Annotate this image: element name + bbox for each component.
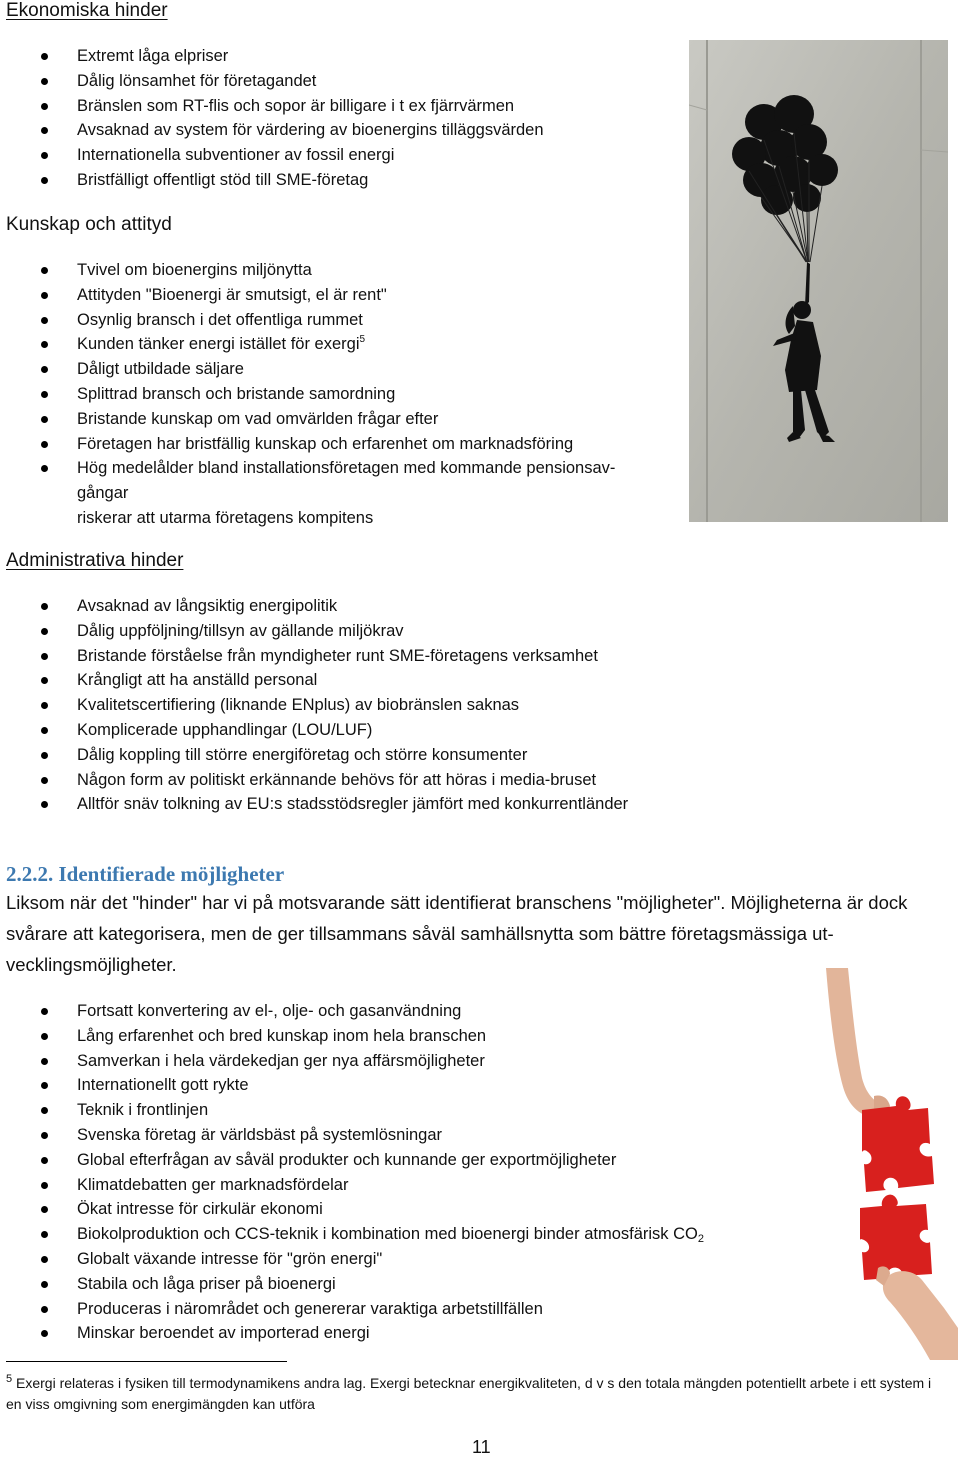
list-item: Ökat intresse för cirkulär ekonomi <box>0 1197 704 1222</box>
list-item: Bristfälligt offentligt stöd till SME-företag <box>0 168 544 193</box>
puzzle-hands-image <box>818 968 958 1360</box>
footnote-separator <box>6 1361 287 1362</box>
list-item: Komplicerade upphandlingar (LOU/LUF) <box>0 718 628 743</box>
list-item: Avsaknad av långsiktig energipolitik <box>0 594 628 619</box>
list-item: Dåligt utbildade säljare <box>0 357 615 382</box>
list-item <box>0 332 615 357</box>
admin-barriers-list <box>0 594 628 817</box>
list-item: Dålig lönsamhet för företagandet <box>0 69 544 94</box>
knowledge-barriers-list <box>0 258 615 531</box>
footnote-number: 5 <box>6 1373 13 1385</box>
section-heading-opportunities <box>6 862 284 887</box>
list-item-text: Kunden tänker energi istället för exergi <box>77 335 360 354</box>
list-item: Dålig uppföljning/tillsyn av gällande miljökrav <box>0 619 628 644</box>
list-item: Hög medelålder bland installationsföretagen med kommande pensionsav- <box>0 456 615 481</box>
list-item: Någon form av politiskt erkännande behövs för att höras i media-bruset <box>0 768 628 793</box>
list-item: Minskar beroendet av importerad energi <box>0 1321 704 1346</box>
list-item: Samverkan i hela värdekedjan ger nya affärsmöjligheter <box>0 1049 704 1074</box>
list-item: Avsaknad av system för värdering av bioenergins tilläggsvärden <box>0 118 544 143</box>
heading-administrativa-hinder: Administrativa hinder <box>6 550 184 571</box>
list-item: Splittrad bransch och bristande samordning <box>0 382 615 407</box>
list-item-continuation: riskerar att utarma företagens kompitens <box>77 508 374 527</box>
list-item: Kvalitetscertifiering (liknande ENplus) av biobränslen saknas <box>0 693 628 718</box>
list-item: Internationellt gott rykte <box>0 1073 704 1098</box>
list-item: Klimatdebatten ger marknadsfördelar <box>0 1173 704 1198</box>
list-item: Bristande kunskap om vad omvärlden frågar efter <box>0 407 615 432</box>
section-number: 2.2.2. <box>6 862 54 886</box>
heading-ekonomiska-hinder: Ekonomiska hinder <box>6 0 168 21</box>
list-item: Alltför snäv tolkning av EU:s stadsstödsregler jämfört med konkurrentländer <box>0 792 628 817</box>
intro-paragraph: Liksom när det "hinder" har vi på motsvarande sätt identifierat branschens "möjligheter". Möjligheterna är dock svårare att kategorisera, men de ger tillsammans såväl samhällsnytta som bättre företagsmässiga ut-vecklingsmöjligheter. <box>6 892 908 975</box>
list-item-text: Biokolproduktion och CCS-teknik i kombination med bioenergi binder atmosfärisk CO <box>77 1225 698 1244</box>
list-item: Global efterfrågan av såväl produkter och kunnande ger exportmöjligheter <box>0 1148 704 1173</box>
footnote <box>6 1373 946 1415</box>
section-title: Identifierade möjligheter <box>58 862 285 886</box>
list-item: Lång erfarenhet och bred kunskap inom hela branschen <box>0 1024 704 1049</box>
list-item: Teknik i frontlinjen <box>0 1098 704 1123</box>
page-number: 11 <box>472 1437 491 1457</box>
list-item: Extremt låga elpriser <box>0 44 544 69</box>
list-item: Attityden "Bioenergi är smutsigt, el är rent" <box>0 283 615 308</box>
list-item: Bränslen som RT-flis och sopor är billigare i t ex fjärrvärmen <box>0 94 544 119</box>
list-item: Svenska företag är världsbäst på systemlösningar <box>0 1123 704 1148</box>
footnote-text: Exergi relateras i fysiken till termodynamikens andra lag. Exergi betecknar energikvaliteten, d v s den totala mängden potentiellt arbete i ett system i en viss omgivning som energimängden kan utföra <box>6 1375 932 1412</box>
list-item-continuation: gångar <box>77 484 129 503</box>
opportunities-list <box>0 999 704 1346</box>
list-item: Globalt växande intresse för "grön energi" <box>0 1247 704 1272</box>
list-item: Produceras i närområdet och genererar varaktiga arbetstillfällen <box>0 1297 704 1322</box>
list-item: Företagen har bristfällig kunskap och erfarenhet om marknadsföring <box>0 432 615 457</box>
econ-barriers-list <box>0 44 544 193</box>
list-item: Osynlig bransch i det offentliga rummet <box>0 308 615 333</box>
co2-subscript: 2 <box>697 1233 705 1246</box>
list-item: Dålig koppling till större energiföretag och större konsumenter <box>0 743 628 768</box>
list-item: Stabila och låga priser på bioenergi <box>0 1272 704 1297</box>
list-item: Tvivel om bioenergins miljönytta <box>0 258 615 283</box>
heading-kunskap-och-attityd: Kunskap och attityd <box>6 214 172 235</box>
list-item: Bristande förståelse från myndigheter runt SME-företagens verksamhet <box>0 644 628 669</box>
list-item: Krångligt att ha anställd personal <box>0 668 628 693</box>
balloon-girl-wall-image <box>689 40 948 522</box>
list-item <box>0 1222 704 1247</box>
list-item: Internationella subventioner av fossil energi <box>0 143 544 168</box>
footnote-reference[interactable]: 5 <box>359 334 366 346</box>
list-item: Fortsatt konvertering av el-, olje- och gasanvändning <box>0 999 704 1024</box>
